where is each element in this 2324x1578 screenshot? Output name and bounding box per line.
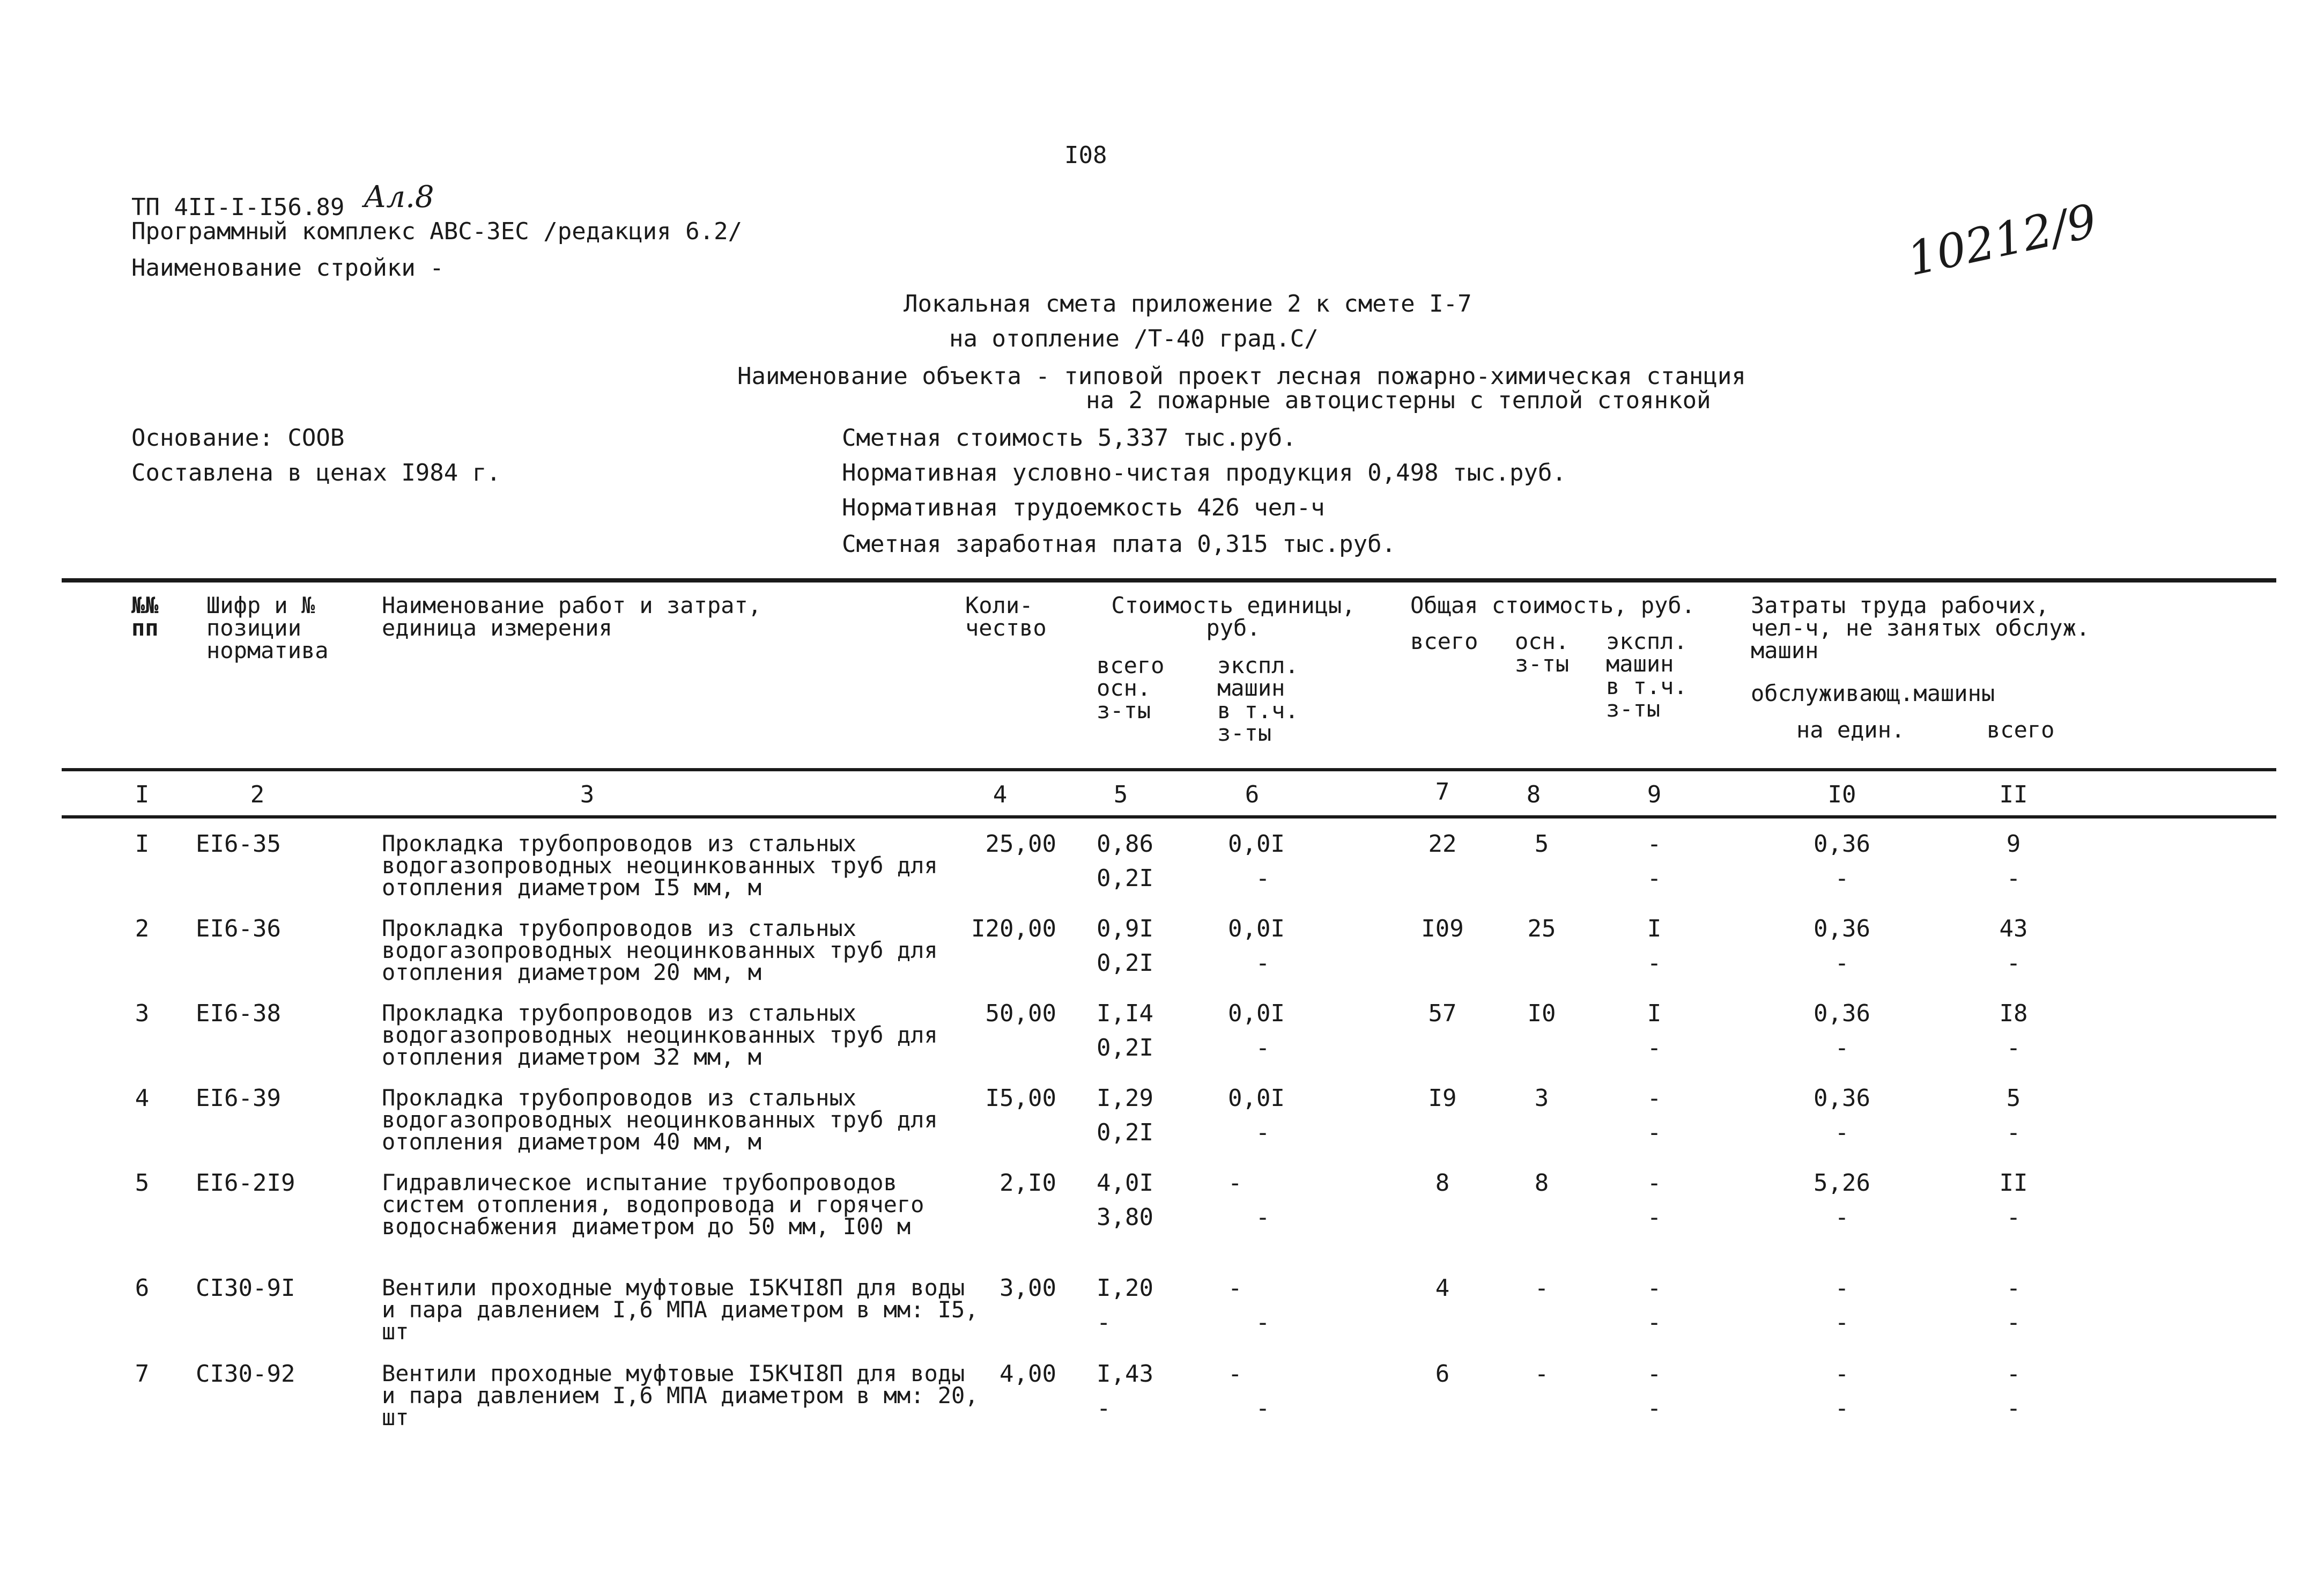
cell-l-total2: - [2006, 949, 2021, 977]
col-number: 4 [993, 781, 1008, 808]
cell-u-mach-w: - [1255, 1119, 1270, 1146]
cell-t-mach: - [1647, 1274, 1662, 1302]
cell-t-wage: 25 [1527, 915, 1556, 942]
cell-t-mach-w: - [1647, 1204, 1662, 1231]
cell-l-total: - [2006, 1360, 2021, 1388]
cell-description: Прокладка трубопроводов из стальных водогазопроводных неоцинкованных труб для отопления диаметром 40 мм, м [382, 1085, 938, 1155]
cell-l-unit2: - [1834, 1119, 1849, 1146]
cell-l-total2: - [2006, 1119, 2021, 1146]
col-header-code: Шифр и № позиции норматива [206, 592, 329, 663]
cell-l-unit2: - [1834, 1395, 1849, 1422]
col-header-labor-unit: на един. [1796, 717, 1905, 743]
table-top-rule [62, 578, 2276, 582]
cell-code: EI6-35 [196, 830, 281, 858]
cell-l-unit2: - [1834, 949, 1849, 977]
cell-u-total: 0,9I [1097, 915, 1153, 942]
cell-n: 3 [135, 1000, 150, 1027]
cell-u-mach-w: - [1255, 949, 1270, 977]
net-product: Нормативная условно-чистая продукция 0,498 тыс.руб. [842, 459, 1567, 486]
col-header-description: Наименование работ и затрат, единица измерения [382, 592, 762, 641]
col-number: 8 [1526, 781, 1541, 808]
cell-description: Прокладка трубопроводов из стальных водогазопроводных неоцинкованных труб для отопления диаметром 20 мм, м [382, 915, 938, 986]
cell-t-mach-w: - [1647, 1395, 1662, 1422]
cell-l-total: I8 [1999, 1000, 2028, 1027]
cell-t-total: 57 [1428, 1000, 1457, 1027]
object-name-line1: Наименование объекта - типовой проект лесная пожарно-химическая станция [737, 363, 1746, 390]
cell-l-unit: - [1834, 1274, 1849, 1302]
cell-u-total: I,29 [1097, 1085, 1153, 1112]
software-name: Программный комплекс АВС-3ЕС /редакция 6.2/ [131, 218, 743, 245]
cell-l-unit2: - [1834, 1309, 1849, 1336]
cell-l-total: 43 [1999, 915, 2028, 942]
cell-t-mach-w: - [1647, 1309, 1662, 1336]
cell-t-wage: I0 [1527, 1000, 1556, 1027]
cell-n: 7 [135, 1360, 150, 1388]
price-basis: Составлена в ценах I984 г. [131, 459, 501, 486]
col-header-unit-total: всего осн. з-ты [1097, 652, 1165, 724]
cell-u-total: I,I4 [1097, 1000, 1153, 1027]
cell-u-mach: 0,0I [1228, 915, 1285, 942]
cell-l-unit2: - [1834, 1034, 1849, 1061]
cell-t-mach-w: - [1647, 865, 1662, 892]
col-header-labor-machines: обслуживающ.машины [1751, 680, 1995, 706]
cell-l-unit: - [1834, 1360, 1849, 1388]
cell-code: EI6-2I9 [196, 1169, 295, 1197]
cell-qty: 25,00 [985, 830, 1056, 858]
cell-t-mach: - [1647, 1169, 1662, 1197]
cell-l-unit: 0,36 [1814, 1085, 1870, 1112]
col-header-machines: экспл. машин в т.ч. з-ты [1606, 628, 1688, 722]
cell-u-wage: - [1097, 1395, 1111, 1422]
cell-t-wage: - [1534, 1274, 1549, 1302]
cell-u-wage: 0,2I [1097, 1034, 1153, 1061]
cell-u-mach: - [1228, 1360, 1242, 1388]
cell-u-total: I,20 [1097, 1274, 1153, 1302]
cell-code: CI30-9I [196, 1274, 295, 1302]
cell-t-mach: - [1647, 830, 1662, 858]
cell-t-total: 22 [1428, 830, 1457, 858]
estimate-subtitle: на отопление /Т-40 град.С/ [949, 325, 1319, 352]
col-number: 7 [1435, 778, 1450, 806]
handwritten-note: Ал.8 [364, 180, 434, 215]
cell-t-total: I9 [1428, 1085, 1457, 1112]
cell-u-wage: 3,80 [1097, 1204, 1153, 1231]
estimated-cost: Сметная стоимость 5,337 тыс.руб. [842, 424, 1297, 452]
cell-t-wage: 5 [1534, 830, 1549, 858]
cell-l-unit2: - [1834, 865, 1849, 892]
cell-u-mach-w: - [1255, 1204, 1270, 1231]
cell-u-total: 0,86 [1097, 830, 1153, 858]
estimated-wages: Сметная заработная плата 0,315 тыс.руб. [842, 530, 1396, 558]
table-header-rule [62, 768, 2276, 771]
col-header-labor-total: всего [1987, 717, 2055, 743]
cell-description: Вентили проходные муфтовые I5КЧI8П для воды и пара давлением I,6 МПА диаметром в мм: 20, шт [382, 1360, 979, 1431]
cell-u-mach-w: - [1255, 1395, 1270, 1422]
cell-n: 5 [135, 1169, 150, 1197]
cell-description: Прокладка трубопроводов из стальных водогазопроводных неоцинкованных труб для отопления диаметром 32 мм, м [382, 1000, 938, 1071]
cell-l-total: 5 [2006, 1085, 2021, 1112]
cell-t-mach-w: - [1647, 1119, 1662, 1146]
cell-t-mach-w: - [1647, 949, 1662, 977]
col-header-total-cost: Общая стоимость, руб. [1410, 592, 1696, 618]
cell-u-mach-w: - [1255, 865, 1270, 892]
cell-l-unit: 0,36 [1814, 830, 1870, 858]
cell-n: 6 [135, 1274, 150, 1302]
col-header-unit-machines: экспл. машин в т.ч. з-ты [1217, 652, 1299, 746]
cell-description: Гидравлическое испытание трубопроводов систем отопления, водопровода и горячего водоснабжения диаметром до 50 мм, I00 м [382, 1169, 924, 1240]
object-name-line2: на 2 пожарные автоцистерны с теплой стоянкой [1086, 387, 1711, 414]
cell-t-wage: - [1534, 1360, 1549, 1388]
cell-l-unit2: - [1834, 1204, 1849, 1231]
col-number: 3 [580, 781, 595, 808]
cell-l-total2: - [2006, 1395, 2021, 1422]
cell-description: Прокладка трубопроводов из стальных водогазопроводных неоцинкованных труб для отопления диаметром I5 мм, м [382, 830, 938, 901]
cell-n: 2 [135, 915, 150, 942]
col-number: II [1999, 781, 2028, 808]
col-header-quantity: Коли- чество [965, 592, 1047, 641]
page-number: I08 [1064, 142, 1107, 169]
cell-u-wage: 0,2I [1097, 1119, 1153, 1146]
cell-t-mach: - [1647, 1360, 1662, 1388]
cell-u-mach: 0,0I [1228, 1085, 1285, 1112]
labor-intensity: Нормативная трудоемкость 426 чел-ч [842, 494, 1325, 521]
cell-qty: 3,00 [1000, 1274, 1056, 1302]
col-number: 5 [1113, 781, 1128, 808]
cell-n: I [135, 830, 150, 858]
cell-t-mach: I [1647, 915, 1662, 942]
cell-u-mach: 0,0I [1228, 830, 1285, 858]
cell-u-mach-w: - [1255, 1309, 1270, 1336]
construction-name: Наименование стройки - [131, 254, 444, 282]
cell-code: EI6-38 [196, 1000, 281, 1027]
cell-code: EI6-39 [196, 1085, 281, 1112]
cell-l-total2: - [2006, 865, 2021, 892]
col-header-unit-cost: Стоимость единицы, руб. [1111, 592, 1356, 641]
cell-code: EI6-36 [196, 915, 281, 942]
cell-u-wage: 0,2I [1097, 949, 1153, 977]
project-code: ТП 4II-I-I56.89 [131, 194, 345, 221]
col-number: I [135, 781, 150, 808]
cell-u-wage: 0,2I [1097, 865, 1153, 892]
cell-l-total2: - [2006, 1309, 2021, 1336]
col-number: 2 [250, 781, 265, 808]
cell-qty: I20,00 [971, 915, 1056, 942]
cell-t-total: 6 [1435, 1360, 1450, 1388]
cell-qty: 4,00 [1000, 1360, 1056, 1388]
cell-l-total2: - [2006, 1204, 2021, 1231]
cell-t-wage: 3 [1534, 1085, 1549, 1112]
cell-u-mach: - [1228, 1274, 1242, 1302]
cell-u-mach-w: - [1255, 1034, 1270, 1061]
cell-description: Вентили проходные муфтовые I5КЧI8П для воды и пара давлением I,6 МПА диаметром в мм: I5, шт [382, 1274, 979, 1345]
cell-l-unit: 0,36 [1814, 915, 1870, 942]
cell-n: 4 [135, 1085, 150, 1112]
cell-qty: 2,I0 [1000, 1169, 1056, 1197]
estimate-title: Локальная смета приложение 2 к смете I-7 [904, 290, 1472, 318]
cell-l-total: II [1999, 1169, 2028, 1197]
col-number: I0 [1827, 781, 1856, 808]
col-header-number: №№ пп [131, 592, 159, 641]
cell-qty: I5,00 [985, 1085, 1056, 1112]
cell-u-mach: 0,0I [1228, 1000, 1285, 1027]
cell-u-wage: - [1097, 1309, 1111, 1336]
col-number: 9 [1647, 781, 1662, 808]
column-number-rule [62, 815, 2276, 819]
basis: Основание: СООВ [131, 424, 345, 452]
handwritten-stamp-number: 10212/9 [1903, 194, 2101, 287]
col-header-labor: Затраты труда рабочих, чел-ч, не занятых обслуж. машин [1751, 592, 2090, 663]
cell-t-mach-w: - [1647, 1034, 1662, 1061]
cell-l-total: - [2006, 1274, 2021, 1302]
cell-t-mach: I [1647, 1000, 1662, 1027]
cell-l-unit: 0,36 [1814, 1000, 1870, 1027]
col-header-wages: осн. з-ты [1515, 628, 1570, 677]
cell-t-wage: 8 [1534, 1169, 1549, 1197]
cell-l-total: 9 [2006, 830, 2021, 858]
cell-l-unit: 5,26 [1814, 1169, 1870, 1197]
cell-u-total: I,43 [1097, 1360, 1153, 1388]
cell-u-mach: - [1228, 1169, 1242, 1197]
cell-t-mach: - [1647, 1085, 1662, 1112]
cell-t-total: 4 [1435, 1274, 1450, 1302]
cell-t-total: I09 [1421, 915, 1464, 942]
cell-t-total: 8 [1435, 1169, 1450, 1197]
col-header-total: всего [1410, 628, 1478, 654]
cell-l-total2: - [2006, 1034, 2021, 1061]
cell-qty: 50,00 [985, 1000, 1056, 1027]
cell-u-total: 4,0I [1097, 1169, 1153, 1197]
col-number: 6 [1245, 781, 1260, 808]
cell-code: CI30-92 [196, 1360, 295, 1388]
